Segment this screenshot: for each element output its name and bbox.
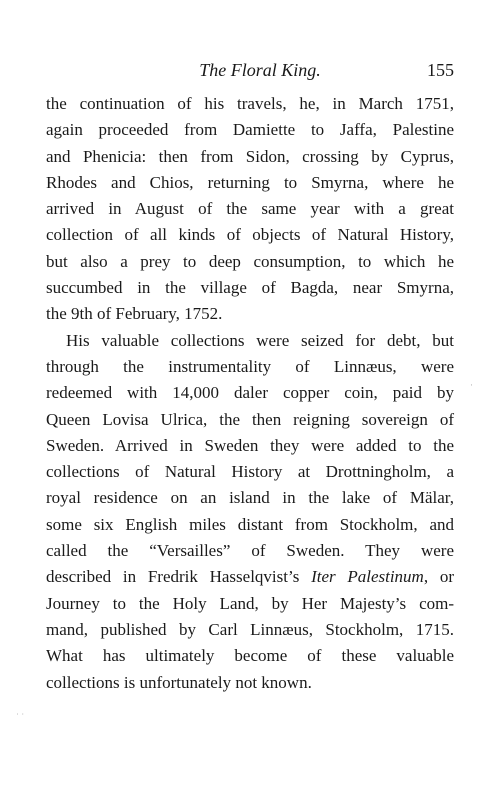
text-line-with-italic <box>46 564 454 590</box>
text-line: the 9th of February, 1752. <box>46 304 223 324</box>
text-line: Sweden. Arrived in Sweden they were added to the <box>46 435 454 455</box>
book-title-italic: Iter Palestinum <box>311 567 424 587</box>
text-line: but also a prey to deep consumption, to which he <box>46 251 454 271</box>
text-line: collection of all kinds of objects of Natural History, <box>46 225 454 245</box>
text-line: royal residence on an island in the lake of Mälar, <box>46 488 454 508</box>
text-line: some six English miles distant from Stockholm, and <box>46 514 454 534</box>
text-line: again proceeded from Damiette to Jaffa, Palestine <box>46 120 454 140</box>
text-line: arrived in August of the same year with a great <box>46 199 454 219</box>
text-line: collections is unfortunately not known. <box>46 672 312 692</box>
print-speck: · <box>470 380 473 390</box>
text-line: through the instrumentality of Linnæus, were <box>46 356 454 376</box>
text-line: redeemed with 14,000 daler copper coin, paid by <box>46 383 454 403</box>
text-segment: described in Fredrik Hasselqvist’s <box>46 567 312 587</box>
text-line: Rhodes and Chios, returning to Smyrna, where he <box>46 172 454 192</box>
body-text <box>46 91 454 696</box>
text-line: mand, published by Carl Linnæus, Stockholm, 1715. <box>46 619 454 639</box>
text-line: His valuable collections were seized for debt, but <box>66 330 454 350</box>
text-line: called the “Versailles” of Sweden. They were <box>46 541 454 561</box>
text-line: What has ultimately become of these valuable <box>46 646 454 666</box>
text-line: Queen Lovisa Ulrica, the then reigning sovereign of <box>46 409 454 429</box>
page-number: 155 <box>427 60 454 80</box>
text-segment: , or <box>423 567 454 587</box>
text-line: Journey to the Holy Land, by Her Majesty’s com- <box>46 593 454 613</box>
text-line: collections of Natural History at Drottningholm, a <box>46 462 454 482</box>
running-title: The Floral King. <box>199 60 321 80</box>
text-line: succumbed in the village of Bagda, near Smyrna, <box>46 278 454 298</box>
paragraph-1 <box>46 91 454 328</box>
print-speck: ˙ ˙ <box>16 712 25 722</box>
text-line: and Phenicia: then from Sidon, crossing by Cyprus, <box>46 146 454 166</box>
text-line: the continuation of his travels, he, in March 1751, <box>46 94 454 113</box>
paragraph-2 <box>46 328 454 696</box>
running-header <box>46 60 454 86</box>
